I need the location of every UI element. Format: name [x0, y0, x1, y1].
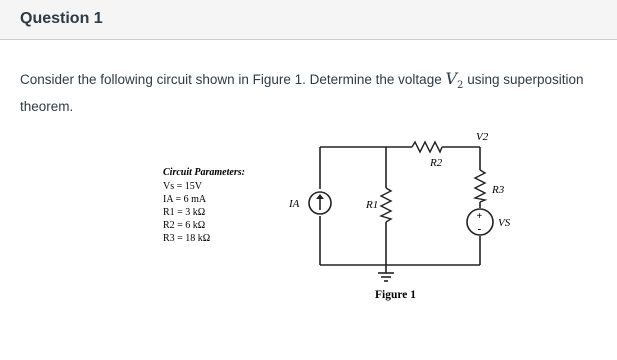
question-title: Question 1 — [20, 10, 103, 27]
circuit-wires — [320, 147, 480, 273]
current-source-ia — [309, 192, 331, 214]
label-vs: VS — [498, 217, 511, 229]
label-r1: R1 — [366, 199, 379, 211]
param-r2: R2 = 6 kΩ — [163, 220, 206, 231]
prompt-text-1: Consider the following circuit shown in Figure 1. Determine the voltage — [20, 72, 442, 87]
resistor-r2 — [412, 142, 442, 152]
params-title: Circuit Parameters: — [163, 167, 245, 178]
prompt-variable-subscript: 2 — [457, 80, 464, 92]
label-r3: R3 — [492, 184, 505, 196]
param-vs: Vs = 15V — [163, 181, 202, 192]
param-r1: R1 = 3 kΩ — [163, 207, 206, 218]
figure-caption: Figure 1 — [375, 289, 416, 301]
ground-icon — [378, 273, 394, 281]
param-ia: IA = 6 mA — [163, 194, 207, 205]
resistor-r1 — [381, 188, 391, 222]
prompt-variable-symbol: V — [445, 69, 458, 88]
prompt-text-2: using superposition theorem. — [20, 72, 584, 115]
label-vs-minus: - — [477, 223, 482, 235]
label-vs-plus: + — [476, 211, 483, 222]
resistor-r3 — [475, 170, 485, 202]
label-ia: IA — [289, 198, 300, 210]
param-r3: R3 = 18 kΩ — [163, 233, 211, 244]
label-v2: V2 — [476, 131, 489, 143]
label-r2: R2 — [430, 157, 443, 169]
